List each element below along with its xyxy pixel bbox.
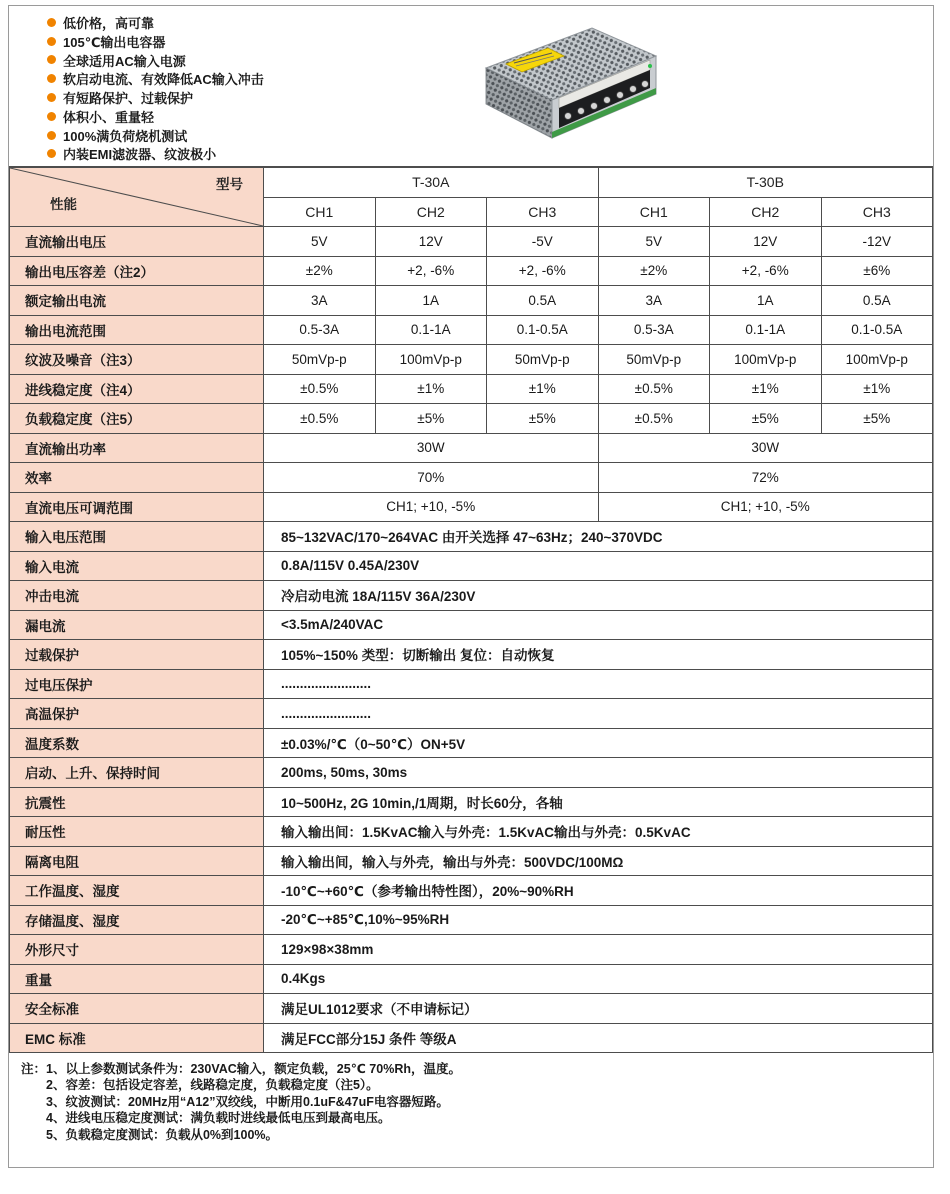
spec-label: 漏电流 <box>10 610 264 640</box>
table-row <box>10 551 933 581</box>
spec-value: 0.1-0.5A <box>487 315 599 345</box>
spec-label: EMC 标准 <box>10 1023 264 1053</box>
spec-value: -5V <box>487 227 599 257</box>
spec-value: -10℃~+60℃（参考输出特性图），20%~90%RH <box>264 876 933 906</box>
feature-item <box>47 145 264 164</box>
table-row <box>10 227 933 257</box>
feature-item <box>47 32 264 51</box>
spec-value: ±5% <box>821 404 933 434</box>
spec-label: 重量 <box>10 964 264 994</box>
bullet-icon <box>47 112 56 121</box>
table-row <box>10 728 933 758</box>
channel-header: CH1 <box>598 197 710 227</box>
table-row <box>10 699 933 729</box>
spec-value: 0.8A/115V 0.45A/230V <box>264 551 933 581</box>
spec-value: ±0.5% <box>598 374 710 404</box>
spec-value: ±0.5% <box>264 374 376 404</box>
spec-value: CH1; +10, -5% <box>264 492 599 522</box>
table-row <box>10 522 933 552</box>
spec-label: 输入电流 <box>10 551 264 581</box>
spec-value: ±0.5% <box>598 404 710 434</box>
spec-value: -20℃~+85℃,10%~95%RH <box>264 905 933 935</box>
spec-value: 3A <box>264 286 376 316</box>
spec-label: 耐压性 <box>10 817 264 847</box>
corner-perf-label: 性能 <box>50 197 77 212</box>
spec-table <box>9 167 933 1053</box>
spec-label: 额定输出电流 <box>10 286 264 316</box>
spec-value: ........................ <box>264 669 933 699</box>
spec-label: 外形尺寸 <box>10 935 264 965</box>
spec-value: ±1% <box>375 374 487 404</box>
spec-value: 100mVp-p <box>821 345 933 375</box>
bullet-icon <box>47 74 56 83</box>
spec-value: 5V <box>598 227 710 257</box>
spec-value: ±2% <box>264 256 376 286</box>
feature-text: 105℃输出电容器 <box>63 34 166 50</box>
spec-value: 0.1-1A <box>710 315 822 345</box>
spec-value: CH1; +10, -5% <box>598 492 933 522</box>
spec-label: 启动、上升、保持时间 <box>10 758 264 788</box>
spec-label: 高温保护 <box>10 699 264 729</box>
spec-value: 0.5A <box>821 286 933 316</box>
bullet-icon <box>47 93 56 102</box>
spec-value: 0.1-1A <box>375 315 487 345</box>
spec-value: +2, -6% <box>710 256 822 286</box>
spec-label: 过电压保护 <box>10 669 264 699</box>
spec-value: 满足FCC部分15J 条件 等级A <box>264 1023 933 1053</box>
feature-list <box>47 13 264 163</box>
channel-header: CH2 <box>710 197 822 227</box>
spec-value: 1A <box>710 286 822 316</box>
spec-label: 直流输出电压 <box>10 227 264 257</box>
spec-label: 隔离电阻 <box>10 846 264 876</box>
table-row <box>10 404 933 434</box>
table-row <box>10 581 933 611</box>
bullet-icon <box>47 149 56 158</box>
spec-value: 12V <box>710 227 822 257</box>
feature-text: 低价格，高可靠 <box>63 15 155 31</box>
spec-label: 效率 <box>10 463 264 493</box>
table-row <box>10 374 933 404</box>
spec-label: 温度系数 <box>10 728 264 758</box>
page-frame <box>8 5 934 1168</box>
note-item: 5、负载稳定度测试：负载从0%到100%。 <box>46 1127 279 1142</box>
bullet-icon <box>47 18 56 27</box>
table-row <box>10 935 933 965</box>
spec-value: ±6% <box>821 256 933 286</box>
table-row <box>10 758 933 788</box>
bullet-icon <box>47 37 56 46</box>
spec-value: +2, -6% <box>487 256 599 286</box>
feature-text: 有短路保护、过载保护 <box>63 91 194 107</box>
feature-text: 全球适用AC输入电源 <box>63 53 186 69</box>
table-row <box>10 492 933 522</box>
spec-value: 50mVp-p <box>487 345 599 375</box>
table-row <box>10 787 933 817</box>
spec-value: 50mVp-p <box>598 345 710 375</box>
table-row <box>10 256 933 286</box>
feature-item <box>47 51 264 70</box>
spec-label: 存储温度、湿度 <box>10 905 264 935</box>
table-row <box>10 964 933 994</box>
table-row <box>10 669 933 699</box>
spec-value: ±1% <box>710 374 822 404</box>
bullet-icon <box>47 55 56 64</box>
spec-value: 0.4Kgs <box>264 964 933 994</box>
table-row <box>10 610 933 640</box>
table-row <box>10 640 933 670</box>
notes-section <box>9 1053 933 1143</box>
spec-value: 0.5-3A <box>264 315 376 345</box>
spec-value: ±2% <box>598 256 710 286</box>
spec-label: 直流输出功率 <box>10 433 264 463</box>
feature-item <box>47 13 264 32</box>
bullet-icon <box>47 131 56 140</box>
spec-label: 冲击电流 <box>10 581 264 611</box>
top-section <box>9 6 933 167</box>
spec-label: 进线稳定度（注4） <box>10 374 264 404</box>
table-row <box>10 994 933 1024</box>
corner-model-label: 型号 <box>216 177 243 192</box>
spec-label: 纹波及噪音（注3） <box>10 345 264 375</box>
feature-text: 软启动电流、有效降低AC输入冲击 <box>63 72 264 88</box>
spec-value: -12V <box>821 227 933 257</box>
note-item: 3、纹波测试：20MHz用“A12”双绞线，中断用0.1uF&47uF电容器短路。 <box>46 1094 449 1109</box>
spec-value: 冷启动电流 18A/115V 36A/230V <box>264 581 933 611</box>
spec-value: ±0.5% <box>264 404 376 434</box>
spec-value: 0.1-0.5A <box>821 315 933 345</box>
table-row <box>10 905 933 935</box>
spec-value: 100mVp-p <box>375 345 487 375</box>
model-header: T-30A <box>264 168 599 198</box>
table-row <box>10 1023 933 1053</box>
spec-value: 满足UL1012要求（不申请标记） <box>264 994 933 1024</box>
feature-item <box>47 69 264 88</box>
note-item: 4、进线电压稳定度测试：满负载时进线最低电压到最高电压。 <box>46 1111 391 1126</box>
spec-value: ±5% <box>375 404 487 434</box>
feature-text: 100%满负荷烧机测试 <box>63 128 188 144</box>
spec-label: 抗震性 <box>10 787 264 817</box>
spec-value: ........................ <box>264 699 933 729</box>
spec-value: ±0.03%/℃（0~50℃）ON+5V <box>264 728 933 758</box>
spec-value: ±1% <box>821 374 933 404</box>
spec-label: 安全标准 <box>10 994 264 1024</box>
spec-label: 输出电压容差（注2） <box>10 256 264 286</box>
note-item: 1、以上参数测试条件为：230VAC输入，额定负载，25℃ 70%Rh，温度。 <box>46 1062 461 1076</box>
table-row <box>10 345 933 375</box>
table-header-row <box>10 168 933 198</box>
spec-value: 85~132VAC/170~264VAC 由开关选择 47~63Hz；240~370VDC <box>264 522 933 552</box>
power-supply-image <box>464 10 674 162</box>
feature-text: 体积小、重量轻 <box>63 109 155 125</box>
spec-value: ±1% <box>487 374 599 404</box>
spec-label: 直流电压可调范围 <box>10 492 264 522</box>
spec-value: 1A <box>375 286 487 316</box>
spec-value: 129×98×38mm <box>264 935 933 965</box>
spec-value: 30W <box>264 433 599 463</box>
feature-item <box>47 107 264 126</box>
spec-value: 200ms, 50ms, 30ms <box>264 758 933 788</box>
spec-label: 负载稳定度（注5） <box>10 404 264 434</box>
channel-header: CH3 <box>487 197 599 227</box>
spec-label: 输入电压范围 <box>10 522 264 552</box>
spec-value: 70% <box>264 463 599 493</box>
table-row <box>10 315 933 345</box>
spec-value: 12V <box>375 227 487 257</box>
table-row <box>10 286 933 316</box>
spec-label: 输出电流范围 <box>10 315 264 345</box>
spec-label: 工作温度、湿度 <box>10 876 264 906</box>
spec-value: 输入输出间，输入与外壳，输出与外壳：500VDC/100MΩ <box>264 846 933 876</box>
table-row <box>10 846 933 876</box>
notes-prefix: 注： <box>21 1062 47 1076</box>
notes-list <box>46 1061 933 1143</box>
spec-label: 过载保护 <box>10 640 264 670</box>
spec-value: 10~500Hz, 2G 10min,/1周期，时长60分，各轴 <box>264 787 933 817</box>
spec-value: 100mVp-p <box>710 345 822 375</box>
spec-value: 72% <box>598 463 933 493</box>
feature-item <box>47 126 264 145</box>
spec-value: ±5% <box>710 404 822 434</box>
channel-header: CH3 <box>821 197 933 227</box>
table-row <box>10 817 933 847</box>
feature-text: 内装EMI滤波器、纹波极小 <box>63 147 217 163</box>
note-item: 2、容差：包括设定容差，线路稳定度，负载稳定度（注5）。 <box>46 1078 379 1093</box>
spec-value: ±5% <box>487 404 599 434</box>
spec-value: 105%~150% 类型：切断输出 复位：自动恢复 <box>264 640 933 670</box>
spec-value: 3A <box>598 286 710 316</box>
spec-value: <3.5mA/240VAC <box>264 610 933 640</box>
spec-value: 5V <box>264 227 376 257</box>
product-photo <box>464 10 674 162</box>
spec-value: 30W <box>598 433 933 463</box>
table-row <box>10 463 933 493</box>
channel-header: CH2 <box>375 197 487 227</box>
spec-value: 0.5A <box>487 286 599 316</box>
spec-value: 输入输出间：1.5KvAC输入与外壳：1.5KvAC输出与外壳：0.5KvAC <box>264 817 933 847</box>
spec-value: +2, -6% <box>375 256 487 286</box>
table-row <box>10 876 933 906</box>
corner-cell <box>10 168 264 227</box>
feature-item <box>47 88 264 107</box>
spec-value: 50mVp-p <box>264 345 376 375</box>
model-header: T-30B <box>598 168 933 198</box>
channel-header: CH1 <box>264 197 376 227</box>
table-row <box>10 433 933 463</box>
spec-value: 0.5-3A <box>598 315 710 345</box>
